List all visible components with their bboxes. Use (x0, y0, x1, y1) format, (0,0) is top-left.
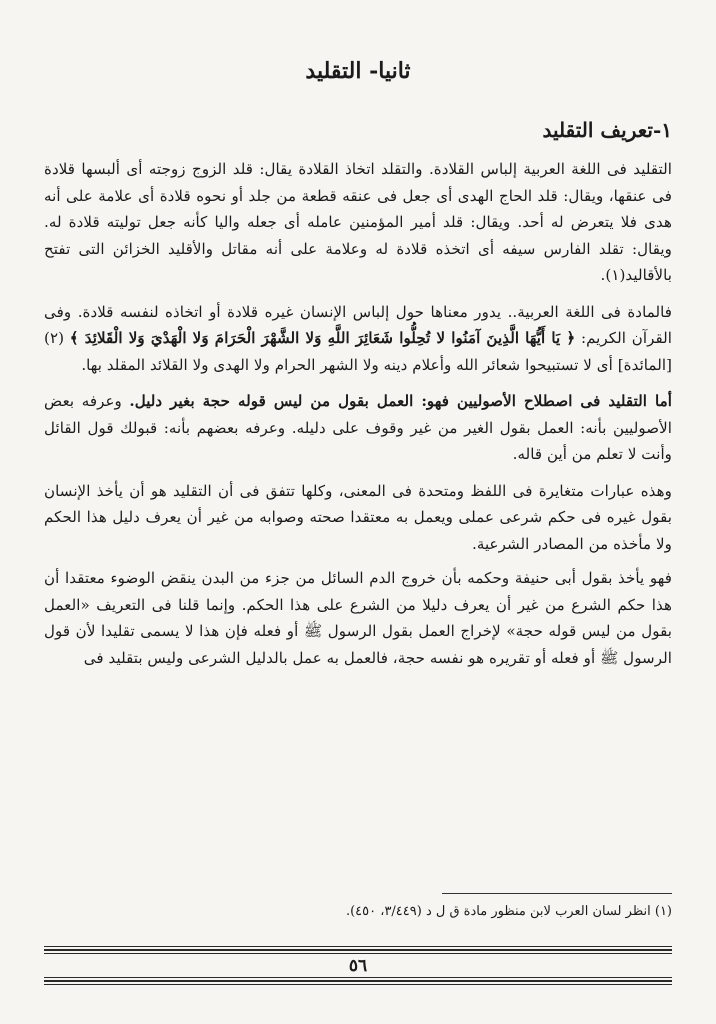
paragraph-linguistic-meaning (44, 299, 672, 379)
body-text (44, 156, 672, 679)
paragraph-lexical-definition: التقليد فى اللغة العربية إلباس القلادة. والتقلد اتخاذ القلادة يقال: قلد الزوج زوجته أى ألبسها قلادة فى عنقها، ويقال: قلد الحاج الهدى أى جعل فى عنقه قطعة من جلد أو نحوه قلادة أى علامة على أنه هدى فلا يتعرض له أحد. ويقال: قلد أمير المؤمنين عامله أى جعله واليا كأنه جعل توليته قلادة له. ويقال: تقلد الفارس سيفه أى اتخذه قلادة له وعلامة على أنه مقاتل والأقليد الخزائن التى تفتح بالأقاليد(١). (44, 160, 672, 284)
verse-reference: (٢) (44, 329, 65, 347)
quran-verse: ﴿ يَا أَيُّهَا الَّذِينَ آمَنُوا لا تُحِلُّوا شَعَائِرَ اللَّهِ وَلا الشَّهْرَ الْحَرَامَ وَلا الْهَدْيَ وَلا الْقَلائِدَ ﴾ (69, 329, 576, 347)
page-number: ٥٦ (337, 956, 379, 976)
footnote-separator (442, 893, 672, 894)
section-heading: ١-تعريف التقليد (542, 118, 672, 142)
footnote: (١) انظر لسان العرب لابن منظور مادة ق ل د (٣/٤٤٩، ٤٥٠). (345, 904, 672, 919)
paragraph-text: فالمادة فى اللغة العربية.. يدور معناها حول إلباس الإنسان غيره قلادة أو اتخاذه لنفسه قلادة. وفى القرآن الكريم: (44, 302, 672, 347)
definition-lead: أما التقليد فى اصطلاح الأصوليين فهو: العمل بقول من ليس قوله حجة بغير دليل. (129, 392, 673, 410)
page-title: ثانيا- التقليد (305, 58, 411, 84)
ornamental-rule-top (44, 946, 672, 956)
paragraph-technical-definition (44, 388, 672, 468)
paragraph-summary: وهذه عبارات متغايرة فى اللفظ ومتحدة فى المعنى، وكلها تتفق فى أن التقليد هو أن يأخذ الإنسان بقول غيره فى حكم شرعى عملى ويعمل به معتقدا صحته وصوابه من غير أن يعرف دليل هذا الحكم ولا مأخذه من المصادر الشرعية. (44, 481, 672, 553)
paragraph-text: وعرفه بعض الأصوليين بأنه: العمل بقول الغير من غير وقوف على دليله. وعرفه بعضهم بأنه: قبولك قول القائل وأنت لا تعلم من أين قاله. (44, 392, 672, 463)
page-number-wrap (0, 956, 716, 976)
paragraph-text: [المائدة] أى لا تستبيحوا شعائر الله وأعلام دينه ولا الشهر الحرام ولا الهدى ولا القلائد المقلد بها. (81, 355, 672, 374)
ornamental-rule-bottom (44, 977, 672, 987)
paragraph-example: فهو يأخذ بقول أبى حنيفة وحكمه بأن خروج الدم السائل من جزء من البدن ينقض الوضوء معتقدا أن هذا حكم الشرع من غير أن يعرف دليلا من الشرع على هذا الحكم. وإنما قلنا فى التعريف «العمل بقول من ليس قوله حجة» لإخراج العمل بقول الرسول ﷺ أو فعله فإن هذا لا يسمى تقليدا لأن قول الرسول ﷺ أو فعله أو تقريره هو نفسه حجة، فالعمل به عمل بالدليل الشرعى وليس بتقليد فى (44, 569, 672, 667)
